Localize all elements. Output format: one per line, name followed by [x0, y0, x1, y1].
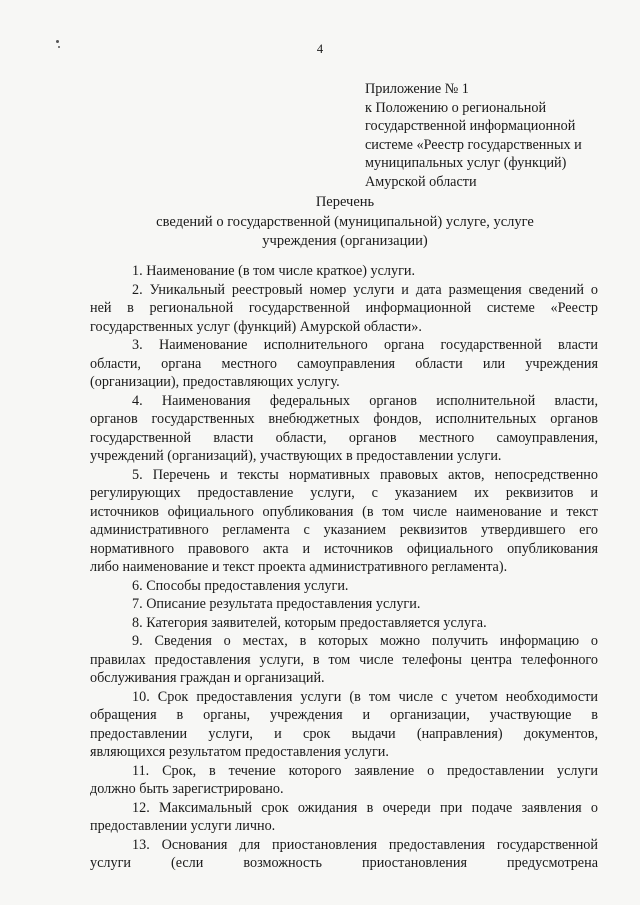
item-line: 13. Основания для приостановления предоставления государственной [132, 836, 598, 853]
list-item [90, 392, 598, 466]
list-item [90, 595, 598, 614]
list-item [90, 762, 598, 799]
item-line: 11. Срок, в течение которого заявление о предоставлении услуги [132, 762, 598, 779]
list-item [90, 336, 598, 392]
appendix-line: системе «Реестр государственных и [365, 136, 582, 153]
page-number: 4 [316, 42, 324, 56]
items-list [90, 262, 598, 873]
list-item [90, 632, 598, 688]
appendix-line: государственной информационной [365, 118, 576, 135]
item-line: государственной власти области, органов местного самоуправления, [90, 429, 598, 446]
item-line: 7. Описание результата предоставления услуги. [132, 596, 421, 612]
list-item [90, 577, 598, 596]
title-line: сведений о государственной (муниципальной) услуге, услуге [156, 213, 534, 230]
list-item [90, 614, 598, 633]
item-line: регулирующих предоставление услуги, с указанием их реквизитов и [90, 485, 598, 501]
appendix-line: к Положению о региональной [365, 99, 547, 116]
item-line: государственных услуг (функций) Амурской области». [90, 318, 422, 335]
list-item [90, 262, 598, 281]
item-line: обращения в органы, учреждения и организации, участвующие в [90, 707, 598, 723]
item-line: обслуживания граждан и организаций. [90, 670, 325, 686]
appendix-header [365, 80, 605, 192]
item-line: должно быть зарегистрировано. [90, 781, 284, 797]
item-line: 9. Сведения о местах, в которых можно получить информацию о [132, 633, 598, 649]
item-line: (организации), предоставляющих услугу. [90, 374, 340, 390]
item-line: 10. Срок предоставления услуги (в том числе с учетом необходимости [132, 688, 598, 705]
item-line: являющихся результатом предоставления услуги. [90, 744, 389, 760]
item-line: предоставлении услуги лично. [90, 818, 276, 834]
item-line: органов государственных внебюджетных фондов, исполнительных органов [90, 411, 598, 427]
appendix-line: Амурской области [365, 173, 477, 190]
document-title [90, 193, 600, 252]
item-line: 2. Уникальный реестровый номер услуги и дата размещения сведений о [132, 281, 598, 298]
item-line: предоставлении услуги, и срок выдачи (направления) документов, [90, 725, 598, 742]
item-line: нормативного правового акта и источников официального опубликования [90, 540, 598, 557]
list-item [90, 281, 598, 337]
item-line: учреждений (организаций), участвующих в предоставлении услуги. [90, 448, 502, 464]
item-line: либо наименование и текст проекта административного регламента). [90, 559, 508, 575]
item-line: области, органа местного самоуправления области или учреждения [90, 355, 598, 372]
list-item [90, 466, 598, 577]
item-line: ней в региональной государственной информационной системе «Реестр [90, 300, 598, 316]
item-line: административного регламента с указанием реквизитов утвердившего его [90, 522, 598, 538]
item-line: правилах предоставления услуги, в том числе телефоны центра телефонного [90, 651, 598, 668]
item-line: услуги (если возможность приостановления предусмотрена [90, 855, 598, 871]
item-line: 1. Наименование (в том числе краткое) услуги. [132, 263, 416, 279]
title-line: Перечень [315, 194, 375, 210]
appendix-line: муниципальных услуг (функций) [365, 155, 567, 172]
list-item [90, 688, 598, 762]
item-line: 8. Категория заявителей, которым предоставляется услуга. [132, 614, 487, 631]
list-item [90, 799, 598, 836]
appendix-line: Приложение № 1 [365, 81, 469, 97]
item-line: 4. Наименования федеральных органов исполнительной власти, [132, 392, 598, 409]
item-line: 6. Способы предоставления услуги. [132, 577, 349, 594]
list-item [90, 836, 598, 873]
item-line: 3. Наименование исполнительного органа государственной власти [132, 337, 598, 353]
item-line: источников официального опубликования (в том числе наименование и текст [90, 503, 598, 520]
item-line: 12. Максимальный срок ожидания в очереди при подаче заявления о [132, 799, 598, 816]
item-line: 5. Перечень и тексты нормативных правовых актов, непосредственно [132, 466, 598, 483]
title-line: учреждения (организации) [262, 233, 428, 249]
